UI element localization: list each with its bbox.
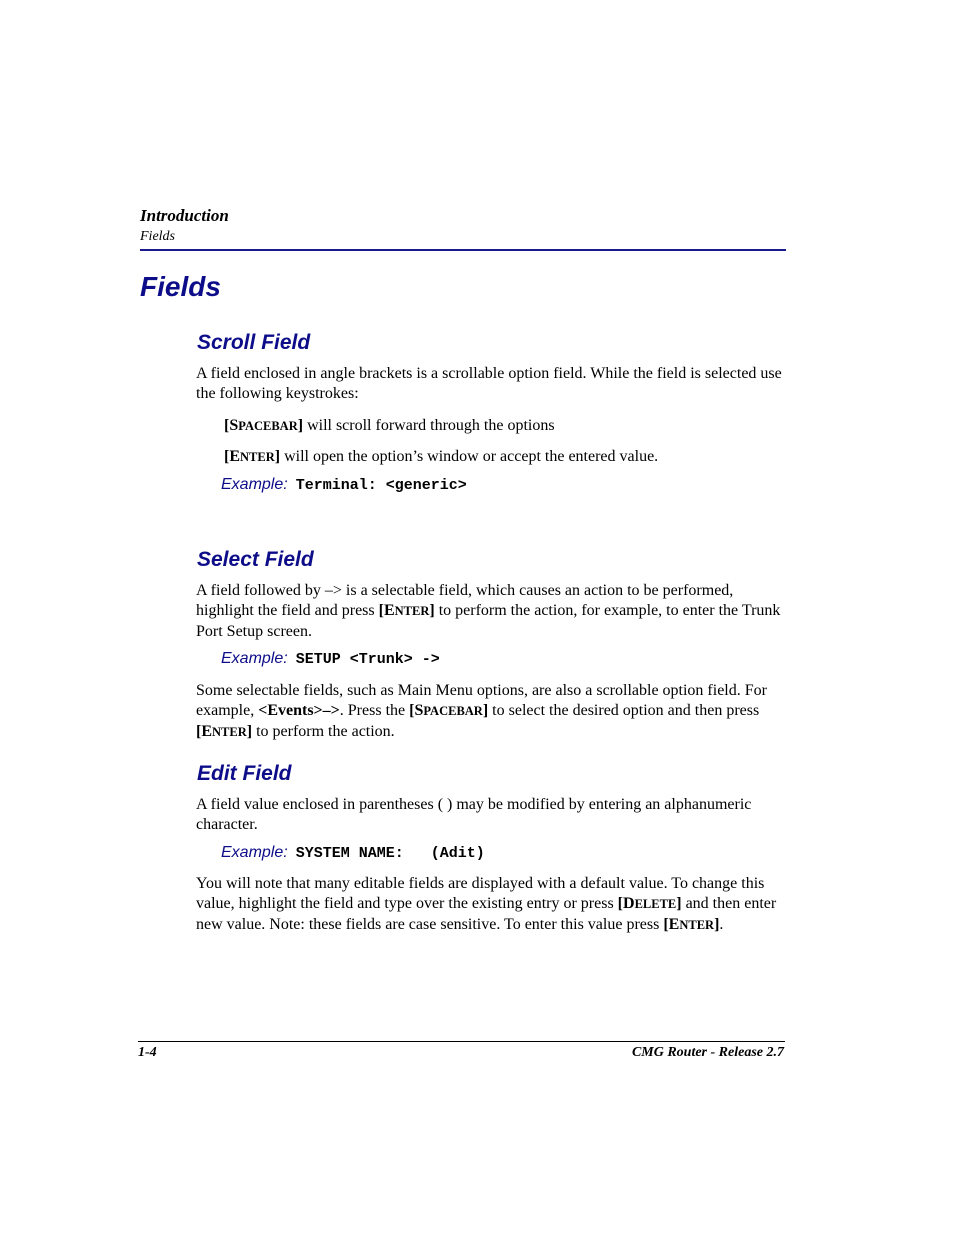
edit-field-paragraph-2: You will note that many editable fields are displayed with a default value. To change this value, highlight the field and type over the existing entry or press [DELETE] and then enter new value. Note: these fields are case sensitive. To enter this value press [ENTER]. bbox=[196, 875, 777, 933]
spacebar-instruction: [SPACEBAR] will scroll forward through the options bbox=[224, 417, 555, 434]
select-field-paragraph-1: A field followed by –> is a selectable field, which causes an action to be performed, highlight the field and press [ENTER] to perform the action, for example, to enter the Trunk Port Setup screen. bbox=[196, 582, 781, 640]
scroll-field-intro: A field enclosed in angle brackets is a scrollable option field. While the field is selected use the following keystrokes: bbox=[196, 365, 782, 403]
running-header-chapter: Introduction bbox=[140, 206, 229, 225]
footer-divider bbox=[138, 1041, 785, 1042]
header-divider bbox=[140, 249, 786, 251]
select-field-paragraph-2: Some selectable fields, such as Main Menu options, are also a scrollable option field. For example, <Events>–>. Press the [SPACEBAR] to select the desired option and then press [ENTER] to perform the action. bbox=[196, 682, 767, 740]
scroll-field-example: Example: Terminal: <generic> bbox=[221, 476, 467, 494]
spacebar-key: [SPACEBAR] bbox=[224, 417, 304, 434]
page-title: Fields bbox=[140, 271, 221, 302]
footer-doc-title: CMG Router - Release 2.7 bbox=[631, 1045, 784, 1060]
scroll-field-heading: Scroll Field bbox=[197, 331, 311, 354]
select-field-heading: Select Field bbox=[197, 548, 314, 571]
enter-instruction: [ENTER] will open the option’s window or accept the entered value. bbox=[224, 448, 659, 465]
select-field-example: Example: SETUP <Trunk> -> bbox=[221, 650, 440, 668]
running-header-section: Fields bbox=[140, 229, 175, 244]
edit-field-example: Example: SYSTEM NAME: (Adit) bbox=[221, 844, 485, 862]
edit-field-paragraph-1: A field value enclosed in parentheses ( ) may be modified by entering an alphanumeric character. bbox=[196, 796, 752, 834]
edit-field-heading: Edit Field bbox=[197, 762, 292, 785]
page-number: 1-4 bbox=[138, 1045, 157, 1060]
enter-key: [ENTER] bbox=[224, 448, 281, 465]
